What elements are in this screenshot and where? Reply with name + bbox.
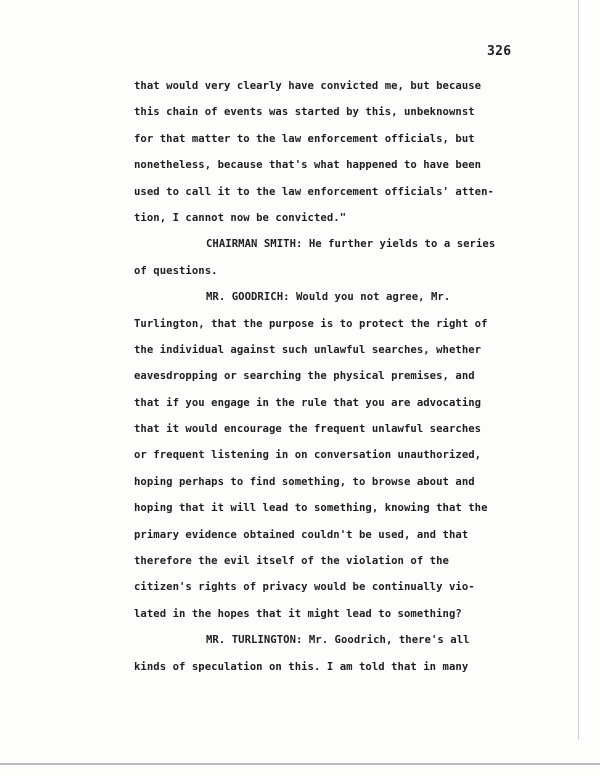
text-line: tion, I cannot now be convicted." — [134, 211, 347, 224]
text-line: citizen's rights of privacy would be continually vio- — [134, 581, 475, 594]
text-line: or frequent listening in on conversation unauthorized, — [134, 449, 482, 462]
text-line: kinds of speculation on this. I am told that in many — [134, 660, 469, 673]
text-line: MR. TURLINGTON: Mr. Goodrich, there's all — [206, 634, 470, 647]
text-line: used to call it to the law enforcement officials' atten- — [134, 185, 494, 198]
text-line: hoping perhaps to find something, to browse about and — [134, 475, 475, 488]
text-line: for that matter to the law enforcement officials, but — [134, 132, 475, 145]
text-line: Turlington, that the purpose is to protect the right of — [134, 317, 488, 330]
text-line: the individual against such unlawful searches, whether — [134, 343, 482, 356]
text-line: hoping that it will lead to something, knowing that the — [134, 502, 488, 515]
page-number: 326 — [487, 44, 512, 59]
text-line: primary evidence obtained couldn't be used, and that — [134, 528, 469, 541]
text-line: that would very clearly have convicted me, but because — [134, 80, 482, 92]
text-line: lated in the hopes that it might lead to something? — [134, 607, 462, 620]
text-line: of questions. — [134, 264, 218, 277]
page-edge-right — [578, 0, 579, 740]
text-line: that if you engage in the rule that you are advocating — [134, 396, 482, 409]
text-line: that it would encourage the frequent unlawful searches — [134, 423, 482, 436]
transcript-body — [134, 73, 554, 680]
text-line: MR. GOODRICH: Would you not agree, Mr. — [206, 291, 451, 304]
page-edge-bottom — [0, 763, 600, 765]
text-line: this chain of events was started by this, unbeknownst — [134, 106, 475, 119]
text-line: CHAIRMAN SMITH: He further yields to a series — [206, 238, 496, 251]
text-line: nonetheless, because that's what happened to have been — [134, 159, 482, 172]
text-line: eavesdropping or searching the physical premises, and — [134, 370, 475, 383]
text-line: therefore the evil itself of the violation of the — [134, 555, 449, 568]
